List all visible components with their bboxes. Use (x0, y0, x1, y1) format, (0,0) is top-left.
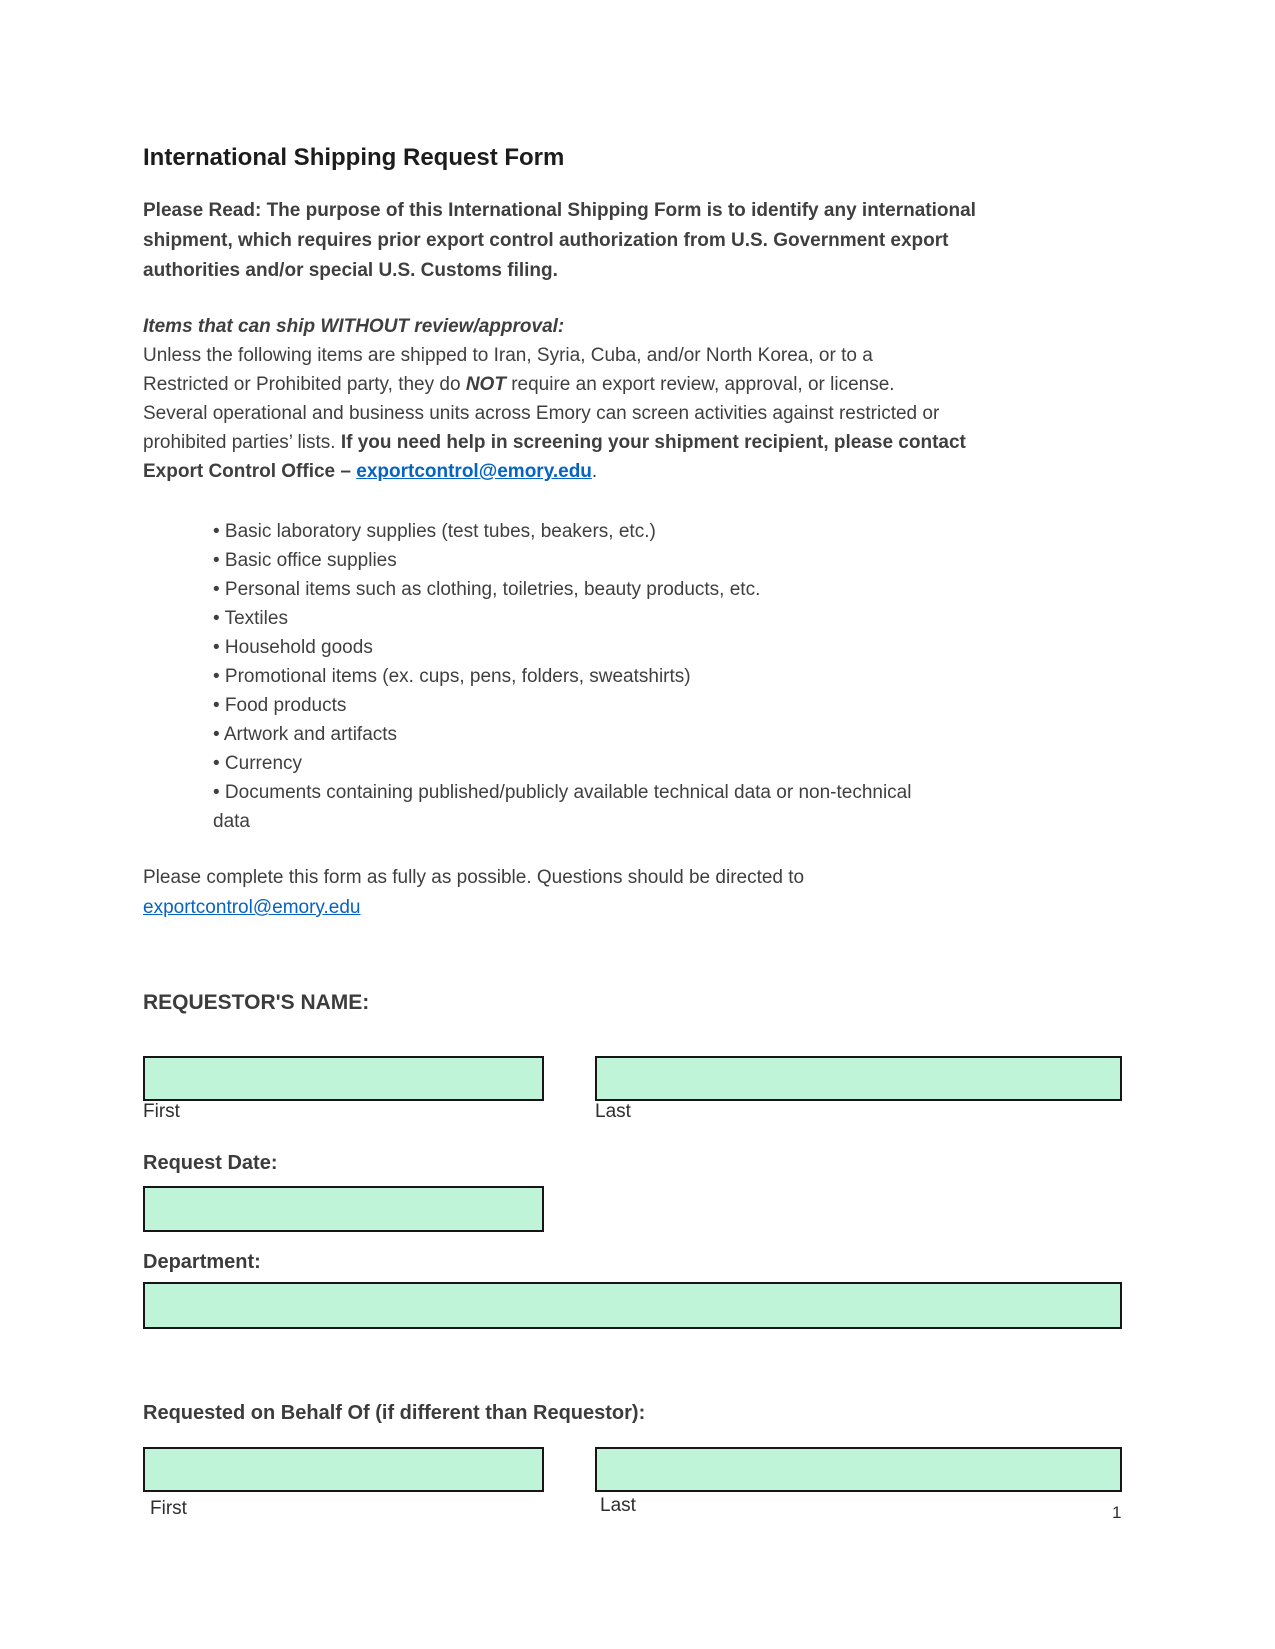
intro-line: Please Read: The purpose of this International Shipping Form is to identify any international (143, 200, 976, 221)
behalf-last-label: Last (600, 1495, 636, 1516)
department-label: Department: (143, 1251, 261, 1273)
not-emphasis: NOT (465, 374, 506, 395)
ship-text: Unless the following items are shipped to Iran, Syria, Cuba, and/or North Korea, or to a (143, 345, 873, 366)
list-item: • Promotional items (ex. cups, pens, folders, sweatshirts) (213, 666, 691, 687)
behalf-heading: Requested on Behalf Of (if different than Requestor): (143, 1402, 646, 1424)
list-item: • Basic office supplies (213, 550, 397, 571)
intro-line: shipment, which requires prior export control authorization from U.S. Government export (143, 230, 949, 251)
list-item: • Food products (213, 695, 347, 716)
list-item: • Artwork and artifacts (213, 724, 398, 745)
ship-section-line (143, 370, 1133, 399)
ship-section-line (143, 341, 1133, 370)
export-control-email-link[interactable]: exportcontrol@emory.edu (356, 461, 592, 482)
list-item-wrap: data (213, 811, 250, 832)
requestor-last-label: Last (595, 1101, 631, 1122)
behalf-first-label: First (150, 1498, 187, 1519)
ship-section-heading: Items that can ship WITHOUT review/approval: (143, 316, 565, 337)
requestor-first-label: First (143, 1101, 180, 1122)
requestors-name-heading: REQUESTOR'S NAME: (143, 991, 370, 1014)
request-date-label: Request Date: (143, 1152, 278, 1174)
ship-text: Several operational and business units across Emory can screen activities against restricted or (143, 403, 940, 424)
ship-section-line (143, 428, 1133, 457)
export-control-office-bold-text: Export Control Office – (143, 461, 357, 482)
requestor-first-name-field[interactable] (143, 1056, 544, 1101)
behalf-last-name-field[interactable] (595, 1447, 1122, 1492)
ship-section-line (143, 399, 1133, 428)
page-number: 1 (1112, 1503, 1122, 1522)
document-title: International Shipping Request Form (143, 144, 565, 171)
list-item: • Documents containing published/publicly available technical data or non-technical (213, 782, 912, 803)
list-item: • Currency (213, 753, 303, 774)
intro-line: authorities and/or special U.S. Customs filing. (143, 260, 558, 281)
list-item: • Basic laboratory supplies (test tubes, beakers, etc.) (213, 521, 656, 542)
list-item: • Textiles (213, 608, 288, 629)
ship-without-review-section (143, 312, 1133, 486)
ship-text: prohibited parties’ lists. (143, 432, 341, 453)
ship-text: require an export review, approval, or license. (505, 374, 895, 395)
export-control-email-link[interactable]: exportcontrol@emory.edu (143, 897, 361, 918)
department-field[interactable] (143, 1282, 1122, 1329)
list-item: • Personal items such as clothing, toiletries, beauty products, etc. (213, 579, 761, 600)
list-item: • Household goods (213, 637, 373, 658)
ship-text: Restricted or Prohibited party, they do (143, 374, 466, 395)
request-date-field[interactable] (143, 1186, 544, 1232)
closing-paragraph (143, 863, 1133, 923)
help-bold-text: If you need help in screening your shipment recipient, please contact (340, 432, 966, 453)
behalf-first-name-field[interactable] (143, 1447, 544, 1492)
ship-section-line (143, 457, 1133, 486)
ship-text: . (591, 461, 598, 482)
intro-paragraph (143, 196, 1133, 286)
requestor-last-name-field[interactable] (595, 1056, 1122, 1101)
closing-line: Please complete this form as fully as possible. Questions should be directed to (143, 867, 805, 888)
allowed-items-list (213, 517, 1073, 836)
